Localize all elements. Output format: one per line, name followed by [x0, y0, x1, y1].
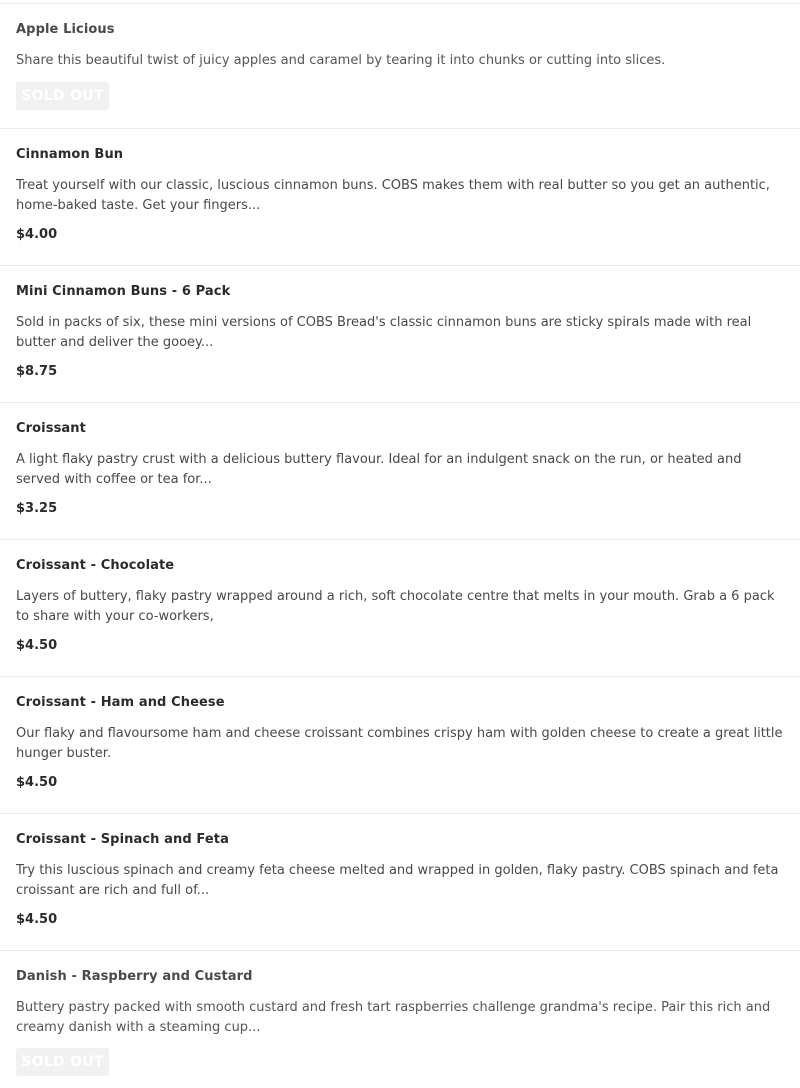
item-price: $8.75 [16, 364, 58, 379]
item-description: Our flaky and flavoursome ham and cheese croissant combines crispy ham with golden cheese to create a great little hunger buster. [16, 726, 783, 761]
menu-item-cinnamon-bun[interactable] [0, 129, 800, 266]
item-price: $3.25 [16, 501, 58, 516]
item-name: Mini Cinnamon Buns - 6 Pack [16, 284, 231, 299]
menu-item-mini-cinnamon-buns[interactable] [0, 266, 800, 403]
menu-item-apple-licious[interactable] [0, 4, 800, 129]
item-price: $4.50 [16, 912, 58, 927]
item-name: Croissant - Ham and Cheese [16, 695, 225, 710]
menu-item-list [0, 3, 800, 1087]
menu-item-croissant-chocolate[interactable] [0, 540, 800, 677]
item-name: Danish - Raspberry and Custard [16, 969, 253, 984]
item-name: Apple Licious [16, 22, 115, 37]
item-description: Buttery pastry packed with smooth custard and fresh tart raspberries challenge grandma's recipe. Pair this rich and creamy danish with a steaming cup... [16, 1000, 771, 1035]
item-price: $4.50 [16, 775, 58, 790]
item-description: Layers of buttery, flaky pastry wrapped around a rich, soft chocolate centre that melts in your mouth. Grab a 6 pack to share with your co-workers, [16, 589, 775, 624]
item-name: Croissant - Spinach and Feta [16, 832, 229, 847]
item-description: Share this beautiful twist of juicy apples and caramel by tearing it into chunks or cutting into slices. [16, 53, 666, 68]
item-name: Croissant - Chocolate [16, 558, 175, 573]
item-name: Cinnamon Bun [16, 147, 124, 162]
item-description: A light flaky pastry crust with a delicious buttery flavour. Ideal for an indulgent snack on the run, or heated and served with coffee or tea for... [16, 452, 742, 487]
item-description: Try this luscious spinach and creamy feta cheese melted and wrapped in golden, flaky pastry. COBS spinach and feta croissant are rich and full of... [16, 863, 779, 898]
item-price: $4.50 [16, 638, 58, 653]
menu-item-croissant-ham-and-cheese[interactable] [0, 677, 800, 814]
item-description: Treat yourself with our classic, luscious cinnamon buns. COBS makes them with real butter so you get an authentic, home-baked taste. Get your fingers... [16, 178, 770, 213]
menu-item-croissant-spinach-and-feta[interactable] [0, 814, 800, 951]
item-name: Croissant [16, 421, 86, 436]
item-price: $4.00 [16, 227, 58, 242]
sold-out-badge: SOLD OUT [16, 1048, 109, 1076]
sold-out-badge: SOLD OUT [16, 82, 109, 110]
item-description: Sold in packs of six, these mini versions of COBS Bread's classic cinnamon buns are sticky spirals made with real butter and deliver the gooey... [16, 315, 752, 350]
menu-item-croissant[interactable] [0, 403, 800, 540]
menu-item-danish-raspberry-custard[interactable] [0, 951, 800, 1087]
